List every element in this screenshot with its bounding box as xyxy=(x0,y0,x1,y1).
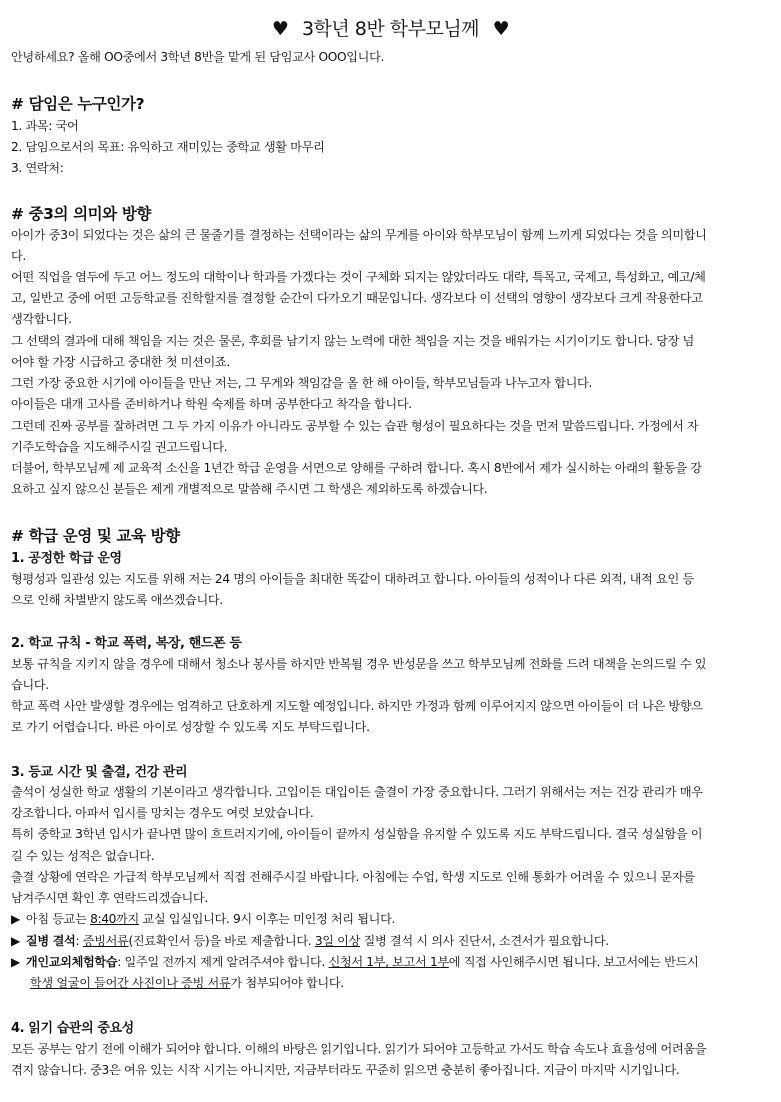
subsection-heading: 1. 공정한 학급 운영 xyxy=(11,551,122,566)
underlined-text: 8:40까지 xyxy=(90,912,139,926)
paragraph-line: 생각합니다. xyxy=(11,312,72,326)
paragraph-line: 다. xyxy=(11,249,26,263)
paragraph-line: 길 수 있는 성적은 없습니다. xyxy=(11,849,155,863)
underlined-text: 신청서 1부, 보고서 1부 xyxy=(328,955,449,969)
paragraph-line: 어야 할 가장 시급하고 중대한 첫 미션이죠. xyxy=(11,355,230,369)
paragraph-line: 그런 가장 중요한 시기에 아이들을 만난 저는, 그 무게와 책임감을 올 한 해 아이들, 학부모님들과 나누고자 합니다. xyxy=(11,376,592,390)
section-heading-meaning: # 중3의 의미와 방향 xyxy=(11,205,151,223)
paragraph-line: 그 선택의 결과에 대해 책임을 지는 것은 물론, 후회를 남기지 않는 노력에 대한 책임을 지는 것을 배워가는 시기이기도 합니다. 당장 넘 xyxy=(11,334,694,348)
paragraph-line: 그런데 진짜 공부를 잘하려면 그 두 가지 이유가 아니라도 공부할 수 있는 습관 형성이 필요하다는 것을 먼저 말씀드립니다. 가정에서 자 xyxy=(11,419,699,433)
subsection-heading: 2. 학교 규칙 - 학교 폭력, 복장, 핸드폰 등 xyxy=(11,636,242,651)
heart-icon: ♥ xyxy=(271,18,289,40)
paragraph-line: 어떤 직업을 염두에 두고 어느 정도의 대학이나 학과를 가겠다는 것이 구체화 되지는 않았더라도 대략, 특목고, 국제고, 특성화고, 예고/체 xyxy=(11,270,706,284)
paragraph-line: 출결 상황에 연락은 가급적 학부모님께서 직접 전해주시길 바랍니다. 아침에는 수업, 학생 지도로 인해 통화가 어려울 수 있으니 문자를 xyxy=(11,870,695,884)
underlined-text: 3일 이상 xyxy=(314,934,361,948)
paragraph-line: 요하고 싶지 않으신 분들은 제게 개별적으로 말씀해 주시면 그 학생은 제외하도록 하겠습니다. xyxy=(11,482,488,496)
section-heading-teacher: # 담임은 누구인가? xyxy=(11,95,145,113)
underlined-text: 학생 얼굴이 들어간 사진이나 증빙 서류 xyxy=(30,976,231,990)
subsection-heading: 3. 등교 시간 및 출결, 건강 관리 xyxy=(11,765,188,780)
paragraph-line: 보통 규칙을 지키지 않을 경우에 대해서 청소나 봉사를 하지만 반복될 경우 반성문을 쓰고 학부모님께 전화를 드려 대책을 논의드릴 수 있 xyxy=(11,657,707,671)
paragraph-line: 특히 중학교 3학년 입시가 끝나면 많이 흐트러지기에, 아이들이 끝까지 성실함을 유지할 수 있도록 지도 부탁드립니다. 결국 성실함을 이 xyxy=(11,827,703,841)
paragraph-line: 겪지 않습니다. 중3은 여유 있는 시작 시기는 아니지만, 지금부터라도 꾸준히 읽으면 충분히 좋아집니다. 지금이 마지막 시기입니다. xyxy=(11,1063,680,1077)
paragraph-line: 더불어, 학부모님께 제 교육적 소신을 1년간 학급 운영을 서면으로 양해를 구하려 합니다. 혹시 8반에서 제가 실시하는 아래의 활동을 강 xyxy=(11,461,702,475)
triangle-bullet-icon: ▶ xyxy=(11,934,20,948)
paragraph-line: 학교 폭력 사안 발생할 경우에는 엄격하고 단호하게 지도할 예정입니다. 하지만 가정과 함께 이루어지지 않으면 아이들이 더 나은 방향으 xyxy=(11,699,703,713)
paragraph-line: 모든 공부는 암기 전에 이해가 되어야 합니다. 이해의 바탕은 읽기입니다. 읽기가 되어야 고등학교 가서도 학습 속도나 효율성에 어려움을 xyxy=(11,1042,707,1056)
document-title xyxy=(0,14,781,41)
paragraph-line: 로 가기 어렵습니다. 바른 아이로 성장할 수 있도록 지도 부탁드립니다. xyxy=(11,720,370,734)
underlined-text: 증빙서류 xyxy=(82,934,129,948)
document-title-text: 3학년 8반 학부모님께 xyxy=(301,18,480,40)
paragraph-line: 형평성과 일관성 있는 지도를 위해 저는 24 명의 아이들을 최대한 똑같이 대하려고 합니다. 아이들의 성적이나 다른 외적, 내적 요인 등 xyxy=(11,572,694,586)
greeting-text: 안녕하세요? 올해 OO중에서 3학년 8반을 맡게 된 담임교사 OOO입니다. xyxy=(11,50,385,64)
list-item: 1. 과목: 국어 xyxy=(11,119,79,133)
bullet-item-arrival: ▶ 아침 등교는 8:40까지 교실 입실입니다. 9시 이후는 미인정 처리 됩니다. xyxy=(11,912,396,926)
paragraph-line: 아이들은 대개 고사를 준비하거나 학원 숙제를 하며 공부한다고 착각을 합니다. xyxy=(11,397,412,411)
triangle-bullet-icon: ▶ xyxy=(11,955,20,969)
section-heading-class-management: # 학급 운영 및 교육 방향 xyxy=(11,527,180,545)
paragraph-line: 습니다. xyxy=(11,678,49,692)
subsection-heading: 4. 읽기 습관의 중요성 xyxy=(11,1021,134,1036)
paragraph-line: 아이가 중3이 되었다는 것은 삶의 큰 물줄기를 결정하는 선택이라는 삶의 무게를 아이와 학부모님이 함께 느끼게 되었다는 것을 의미합니 xyxy=(11,228,707,242)
bullet-item-field-trip: ▶ 개인교외체험학습: 일주일 전까지 제게 알려주셔야 합니다. 신청서 1부, 보고서 1부에 직접 사인해주시면 됩니다. 보고서에는 반드시 xyxy=(11,955,699,969)
paragraph-line: 으로 인해 차별받지 않도록 애쓰겠습니다. xyxy=(11,593,223,607)
paragraph-line: 남겨주시면 확인 후 연락드리겠습니다. xyxy=(11,891,208,905)
paragraph-line: 강조합니다. 아파서 입시를 망치는 경우도 여럿 보았습니다. xyxy=(11,806,314,820)
paragraph-line: 고, 일반고 중에 어떤 고등학교를 진학할지를 결정할 순간이 다가오기 때문입니다. 생각보다 이 선택의 영향이 생각보다 크게 작용한다고 xyxy=(11,291,703,305)
paragraph-line: 출석이 성실한 학교 생활의 기본이라고 생각합니다. 고입이든 대입이든 출결이 가장 중요합니다. 그러기 위해서는 저는 건강 관리가 매우 xyxy=(11,785,703,799)
bullet-item-sick-absence: ▶ 질병 결석: 증빙서류(진료확인서 등)을 바로 제출합니다. 3일 이상 질병 결석 시 의사 진단서, 소견서가 필요합니다. xyxy=(11,934,609,948)
paragraph-line: 기주도학습을 지도해주시길 권고드립니다. xyxy=(11,440,228,454)
list-item: 3. 연락처: xyxy=(11,161,64,175)
triangle-bullet-icon: ▶ xyxy=(11,912,20,926)
list-item: 2. 담임으로서의 목표: 유익하고 재미있는 중학교 생활 마무리 xyxy=(11,140,325,154)
heart-icon: ♥ xyxy=(492,18,510,40)
bullet-item-field-trip-continued: 학생 얼굴이 들어간 사진이나 증빙 서류가 첨부되어야 합니다. xyxy=(30,976,344,990)
